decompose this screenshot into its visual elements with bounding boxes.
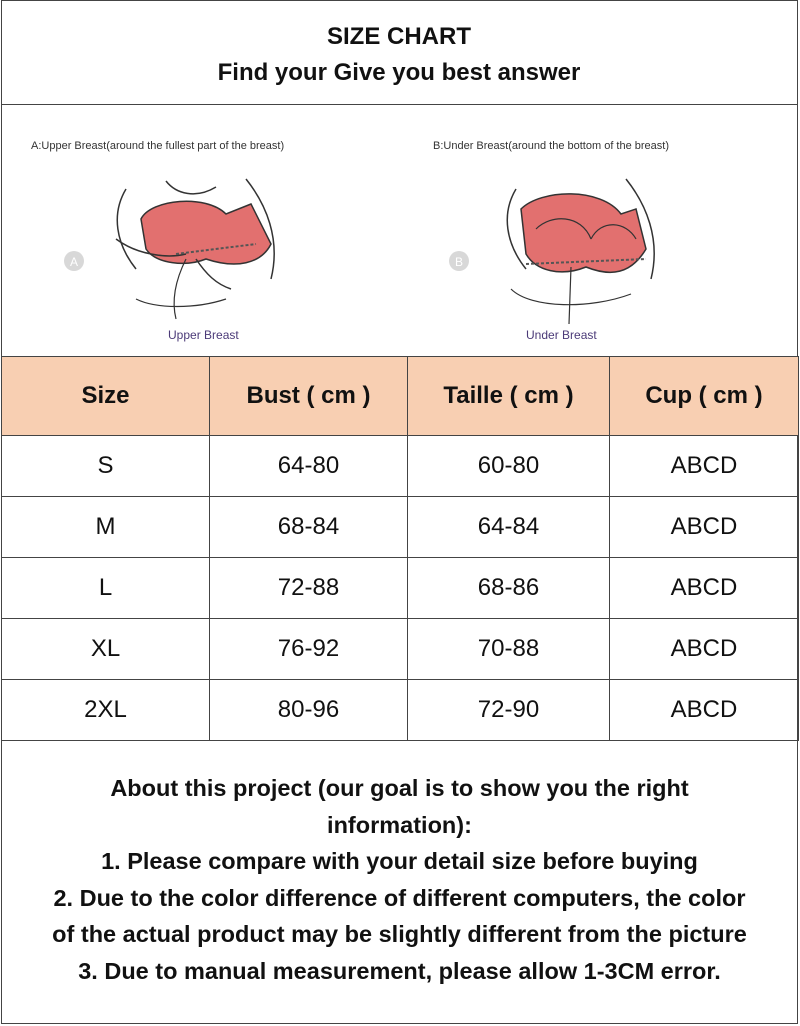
cell-bust: 64-80 [210, 436, 408, 497]
cell-size: S [2, 436, 210, 497]
upper-breast-illustration [56, 159, 316, 359]
cell-cup: ABCD [610, 680, 799, 741]
cell-taille: 68-86 [408, 558, 610, 619]
caption-upper-breast: A:Upper Breast(around the fullest part of the breast) [31, 140, 285, 152]
header-bust: Bust ( cm ) [210, 357, 408, 436]
measurement-illustrations [1, 104, 797, 357]
notes-line-6: 3. Due to manual measurement, please allow 1-3CM error. [78, 957, 721, 984]
header-taille: Taille ( cm ) [408, 357, 610, 436]
cell-taille: 70-88 [408, 619, 610, 680]
cell-cup: ABCD [610, 436, 799, 497]
cell-taille: 60-80 [408, 436, 610, 497]
notes-line-2: information): [327, 811, 472, 838]
table-row [2, 436, 799, 497]
table-row [2, 497, 799, 558]
cell-cup: ABCD [610, 558, 799, 619]
upper-breast-label: Upper Breast [168, 328, 239, 342]
cell-bust: 76-92 [210, 619, 408, 680]
notes-line-4: 2. Due to the color difference of different computers, the color [53, 884, 746, 911]
table-row [2, 558, 799, 619]
notes-section [1, 770, 798, 989]
cell-size: XL [2, 619, 210, 680]
cell-size: M [2, 497, 210, 558]
cell-cup: ABCD [610, 619, 799, 680]
cell-bust: 68-84 [210, 497, 408, 558]
under-breast-illustration [441, 159, 701, 359]
page-subtitle: Find your Give you best answer [217, 59, 581, 86]
cell-taille: 64-84 [408, 497, 610, 558]
header-size: Size [2, 357, 210, 436]
notes-line-5: of the actual product may be slightly different from the picture [52, 921, 747, 947]
size-table [1, 356, 799, 741]
under-breast-label: Under Breast [526, 328, 597, 342]
table-row [2, 680, 799, 741]
cell-taille: 72-90 [408, 680, 610, 741]
caption-under-breast: B:Under Breast(around the bottom of the breast) [433, 140, 670, 152]
cell-size: L [2, 558, 210, 619]
cell-size: 2XL [2, 680, 210, 741]
cell-bust: 72-88 [210, 558, 408, 619]
page-title: SIZE CHART [327, 23, 471, 50]
notes-line-3: 1. Please compare with your detail size before buying [101, 848, 698, 874]
table-row [2, 619, 799, 680]
cell-bust: 80-96 [210, 680, 408, 741]
notes-line-1: About this project (our goal is to show you the right [110, 775, 689, 801]
badge-a-letter: A [69, 255, 79, 269]
badge-b-letter: B [454, 255, 464, 269]
table-header-row [2, 357, 799, 436]
chart-header [1, 1, 797, 105]
header-cup: Cup ( cm ) [610, 357, 799, 436]
cell-cup: ABCD [610, 497, 799, 558]
